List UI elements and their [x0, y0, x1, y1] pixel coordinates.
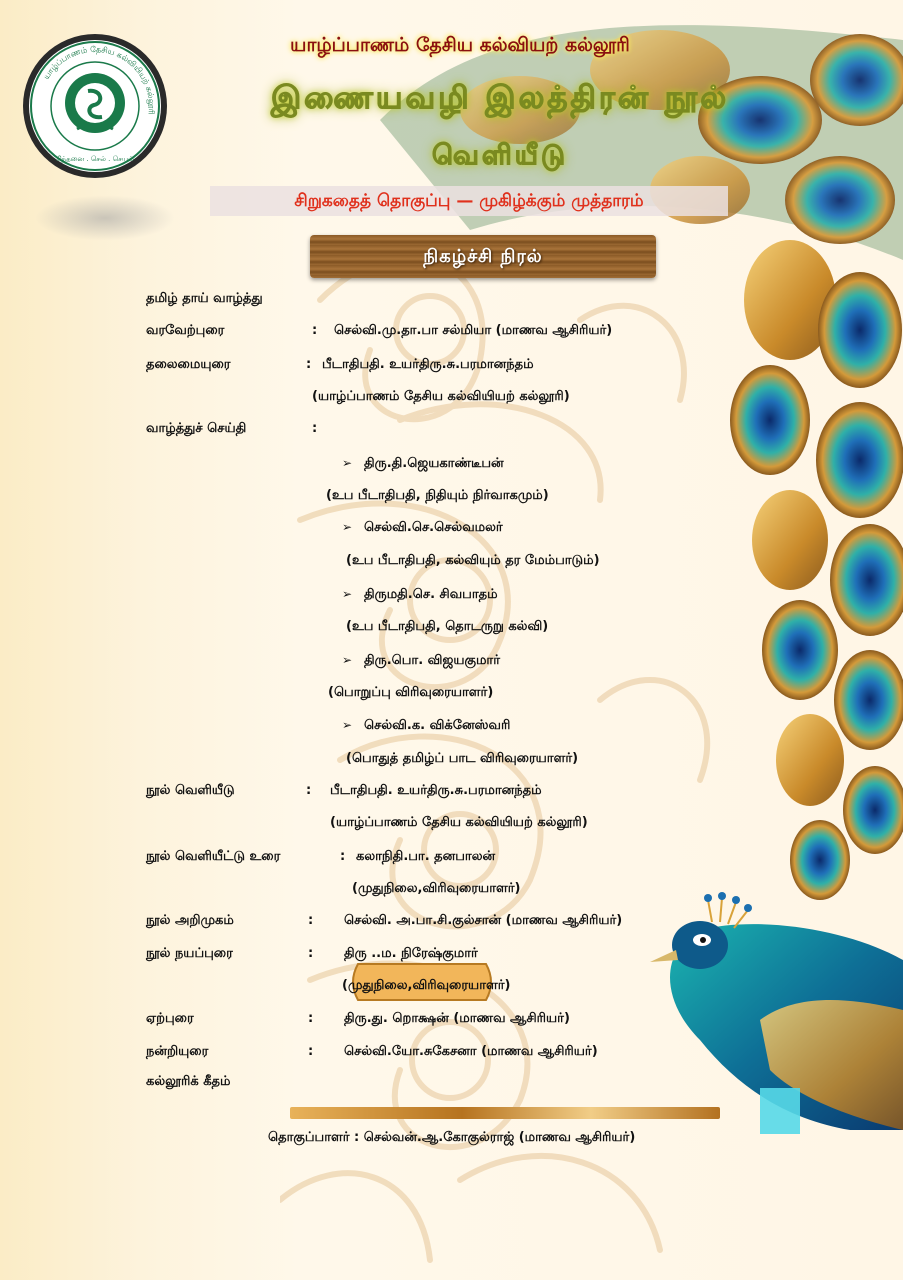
colon: :	[306, 783, 312, 798]
colon: :	[340, 849, 346, 864]
review-sub: (முதுநிலை,விரிவுரையாளர்)	[342, 978, 511, 993]
bullet-arrow-icon: ➢	[342, 587, 353, 601]
greeting-name: செல்வி.க. விக்னேஸ்வரி	[364, 718, 511, 733]
colon: :	[308, 913, 314, 928]
footer-divider	[290, 1107, 720, 1119]
college-logo	[22, 33, 168, 179]
acceptance-label: ஏற்புரை	[146, 1011, 194, 1026]
thanks-label: நன்றியுரை	[146, 1044, 209, 1059]
presidential-label: தலைமையுரை	[146, 357, 231, 372]
greeting-role: (உப பீடாதிபதி, கல்வியும் தர மேம்பாடும்)	[346, 553, 600, 568]
acceptance-value: திரு.து. றொக்ஷன் (மாணவ ஆசிரியர்)	[344, 1011, 570, 1026]
greetings-label: வாழ்த்துச் செய்தி	[146, 421, 247, 436]
greeting-role: (பொறுப்பு விரிவுரையாளர்)	[328, 685, 494, 700]
release-label: நூல் வெளியீடு	[146, 783, 235, 798]
greeting-name: திரு.தி.ஜெயகாண்டீபன்	[364, 456, 504, 471]
intro-value: செல்வி. அ.பா.சி.குல்சான் (மாணவ ஆசிரியர்)	[344, 913, 623, 928]
book-title: சிறுகதைத் தொகுப்பு — முகிழ்க்கும் முத்தாரம்	[210, 186, 728, 216]
greeting-name: திருமதி.செ. சிவபாதம்	[364, 587, 498, 602]
event-title-line2: வெளியீடு	[432, 140, 568, 171]
welcome-value: செல்வி.மு.தா.பா சல்மியா (மாணவ ஆசிரியர்)	[334, 323, 613, 338]
thanks-value: செல்வி.யோ.சுகேசனா (மாணவ ஆசிரியர்)	[344, 1044, 598, 1059]
release-sub: (யாழ்ப்பாணம் தேசிய கல்வியியற் கல்லூரி)	[330, 815, 588, 830]
colon: :	[308, 1044, 314, 1059]
bullet-arrow-icon: ➢	[342, 718, 353, 732]
greeting-name: திரு.பொ. விஜயகுமார்	[364, 653, 500, 668]
bullet-arrow-icon: ➢	[342, 456, 353, 470]
colon: :	[312, 323, 318, 338]
release-speech-sub: (முதுநிலை,விரிவுரையாளர்)	[352, 881, 521, 896]
logo-shadow	[35, 195, 175, 241]
review-label: நூல் நயப்புரை	[146, 946, 233, 961]
programme-heading: நிகழ்ச்சி நிரல்	[423, 246, 543, 267]
logo-ring-text: யாழ்ப்பாணம் தேசிய கல்வியியற் கல்லூரி	[41, 44, 157, 115]
bullet-arrow-icon: ➢	[342, 653, 353, 667]
colon: :	[312, 421, 318, 436]
thai-vazhthu: தமிழ் தாய் வாழ்த்து	[146, 291, 263, 306]
bullet-arrow-icon: ➢	[342, 520, 353, 534]
greeting-role: (உப பீடாதிபதி, நிதியும் நிர்வாகமும்)	[326, 488, 549, 503]
logo-motto: சிந்தனை . செல் . செயல்	[56, 155, 134, 163]
colon: :	[306, 357, 312, 372]
colon: :	[308, 1011, 314, 1026]
welcome-label: வரவேற்புரை	[146, 323, 225, 338]
release-value: பீடாதிபதி. உயர்திரு.சு.பரமானந்தம்	[330, 783, 542, 798]
review-value: திரு ..ம. நிரேஷ்குமார்	[344, 946, 478, 961]
programme-banner	[310, 235, 656, 278]
compiler-credit: தொகுப்பாளர் : செல்வன்.ஆ.கோகுல்ராஜ் (மாணவ ஆசிரியர்)	[268, 1130, 636, 1145]
release-speech-value: கலாநிதி.பா. தனபாலன்	[356, 849, 496, 864]
greeting-role: (பொதுத் தமிழ்ப் பாட விரிவுரையாளர்)	[346, 751, 579, 766]
intro-label: நூல் அறிமுகம்	[146, 913, 234, 928]
greeting-name: செல்வி.செ.செல்வமலர்	[364, 520, 503, 535]
greeting-role: (உப பீடாதிபதி, தொடருறு கல்வி)	[346, 619, 549, 634]
release-speech-label: நூல் வெளியீட்டு உரை	[146, 849, 281, 864]
event-title-line1: இணையவழி இலத்திரன் நூல்	[270, 80, 730, 116]
colon: :	[308, 946, 314, 961]
college-name: யாழ்ப்பாணம் தேசிய கல்வியற் கல்லூரி	[290, 34, 630, 56]
presidential-value: பீடாதிபதி. உயர்திரு.சு.பரமானந்தம்	[322, 357, 534, 372]
college-anthem: கல்லூரிக் கீதம்	[146, 1074, 231, 1089]
presidential-sub: (யாழ்ப்பாணம் தேசிய கல்வியியற் கல்லூரி)	[312, 389, 570, 404]
